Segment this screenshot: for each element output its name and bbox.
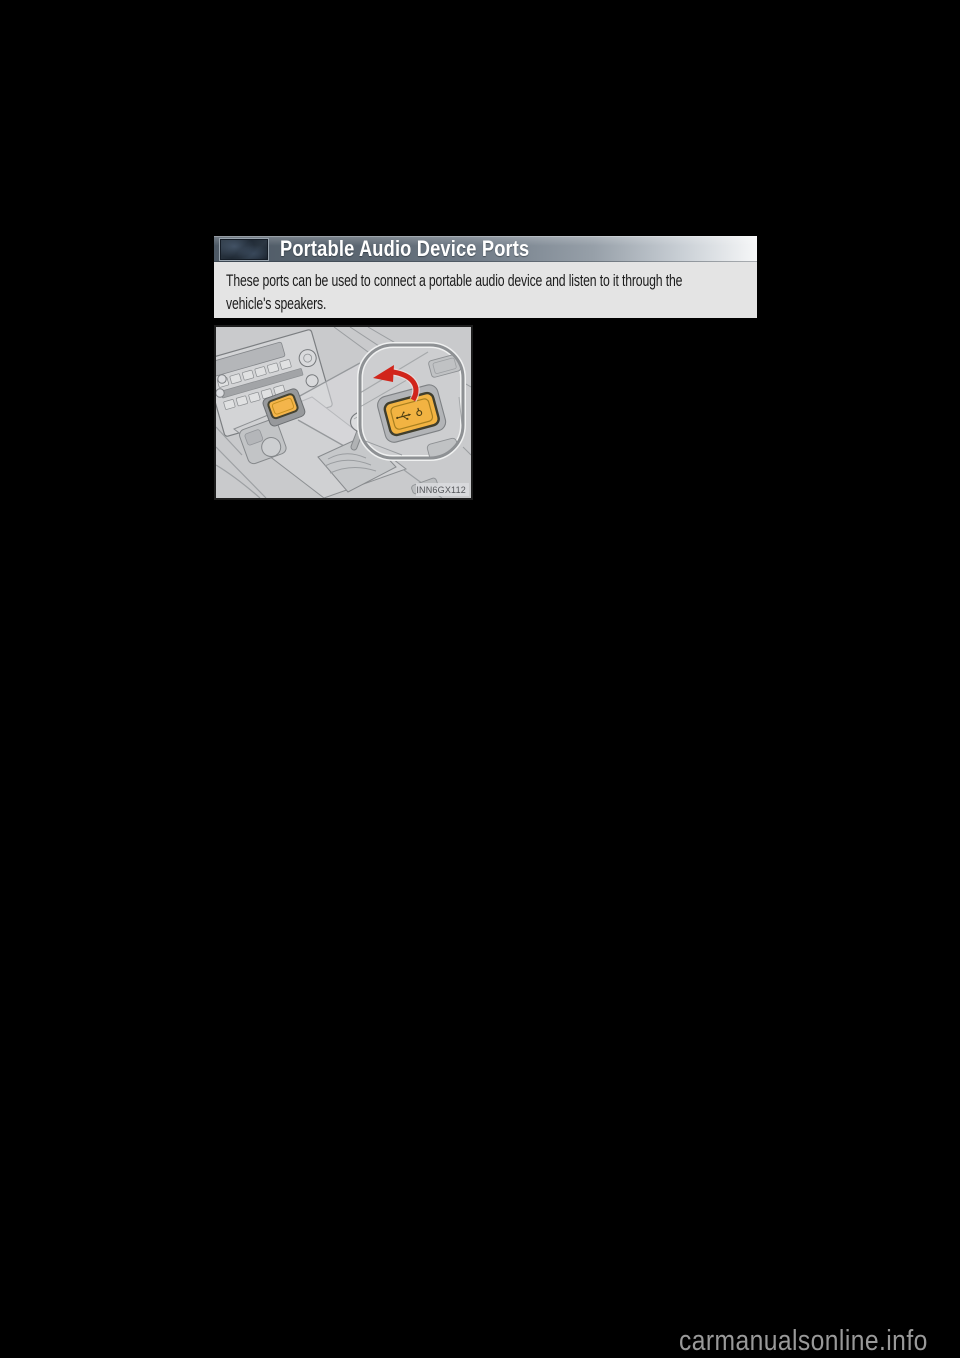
watermark: carmanualsonline.info	[679, 1325, 928, 1357]
console-illustration-svg	[216, 327, 471, 498]
section-title: Portable Audio Device Ports	[280, 236, 530, 261]
inset-magnifier	[360, 345, 463, 462]
figure-code-label: INN6GX112	[416, 485, 466, 495]
section-header	[214, 236, 757, 262]
side-vent-dial	[218, 375, 226, 383]
section-thumbnail-icon	[219, 238, 269, 261]
description-line: vehicle's speakers.	[226, 294, 327, 313]
side-vent-dial	[216, 389, 224, 397]
section-description	[214, 262, 757, 318]
description-line: These ports can be used to connect a portable audio device and listen to it through the	[226, 271, 683, 290]
console-illustration	[214, 325, 473, 500]
